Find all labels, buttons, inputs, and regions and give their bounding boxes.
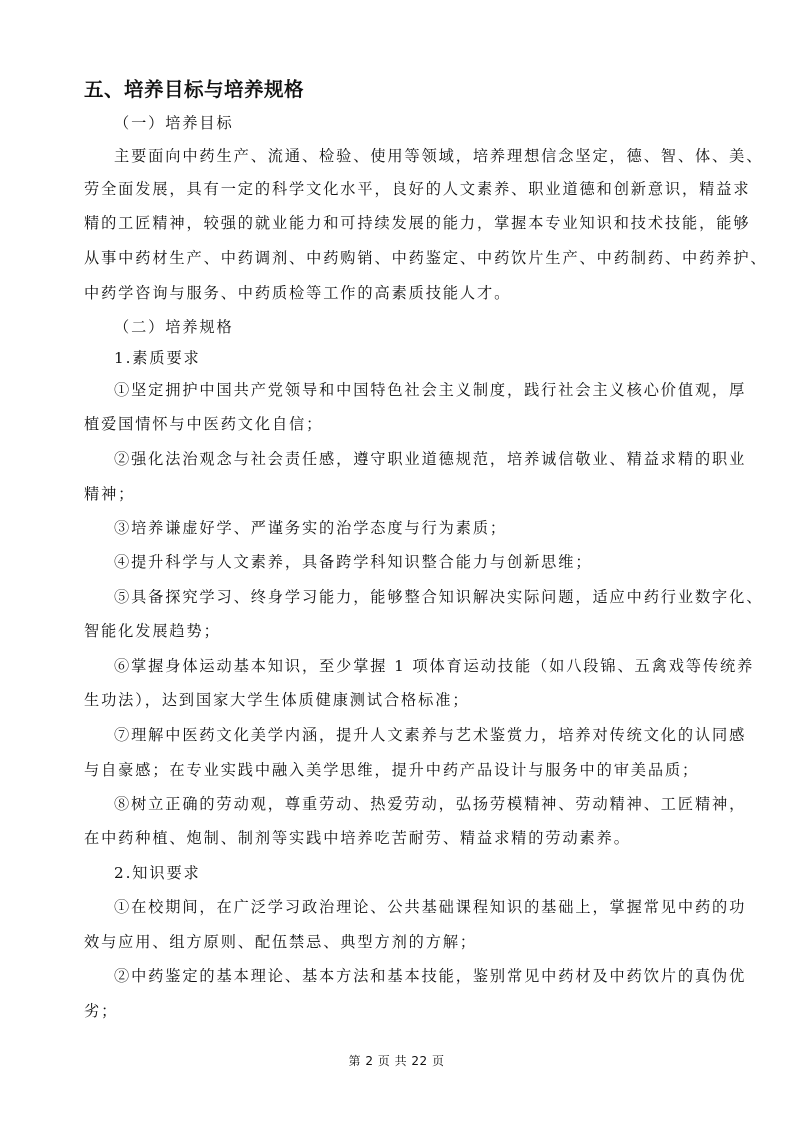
quality-item-line: 精神； bbox=[84, 485, 136, 503]
knowledge-item-line: ①在校期间，在广泛学习政治理论、公共基础课程知识的基础上，掌握常见中药的功 bbox=[114, 898, 747, 916]
quality-item-line: 与自豪感；在专业实践中融入美学思维，提升中药产品设计与服务中的审美品质； bbox=[84, 761, 700, 779]
goal-paragraph-line: 主要面向中药生产、流通、检验、使用等领域，培养理想信念坚定，德、智、体、美、 bbox=[114, 147, 764, 165]
goal-title: （一）培养目标 bbox=[114, 114, 234, 132]
quality-item-line: ⑥掌握身体运动基本知识，至少掌握 1 项体育运动技能（如八段锦、五禽戏等传统养 bbox=[114, 657, 755, 675]
quality-item-line: ②强化法治观念与社会责任感，遵守职业道德规范，培养诚信敬业、精益求精的职业 bbox=[114, 450, 747, 468]
goal-paragraph-line: 精的工匠精神，较强的就业能力和可持续发展的能力，掌握本专业知识和技术技能，能够 bbox=[84, 214, 751, 232]
goal-paragraph-line: 从事中药材生产、中药调剂、中药购销、中药鉴定、中药饮片生产、中药制药、中药养护、 bbox=[84, 249, 768, 267]
quality-item-line: ③培养谦虚好学、严谨务实的治学态度与行为素质； bbox=[114, 519, 508, 537]
quality-title: 1.素质要求 bbox=[114, 349, 201, 367]
spec-title: （二）培养规格 bbox=[114, 318, 234, 336]
quality-item-line: ①坚定拥护中国共产党领导和中国特色社会主义制度，践行社会主义核心价值观，厚 bbox=[114, 381, 747, 399]
section-heading: 五、培养目标与培养规格 bbox=[84, 78, 305, 101]
quality-item-line: ⑦理解中医药文化美学内涵，提升人文素养与艺术鉴赏力，培养对传统文化的认同感 bbox=[114, 726, 747, 744]
knowledge-item-line: 效与应用、组方原则、配伍禁忌、典型方剂的方解； bbox=[84, 933, 478, 951]
quality-item-line: ⑤具备探究学习、终身学习能力，能够整合知识解决实际问题，适应中药行业数字化、 bbox=[114, 588, 764, 606]
quality-item-line: 植爱国情怀与中医药文化自信； bbox=[84, 415, 324, 433]
quality-item-line: 生功法），达到国家大学生体质健康测试合格标准； bbox=[84, 691, 470, 709]
knowledge-title: 2.知识要求 bbox=[114, 864, 201, 882]
quality-item-line: 在中药种植、炮制、制剂等实践中培养吃苦耐劳、精益求精的劳动素养。 bbox=[84, 829, 631, 847]
knowledge-item-line: 劣； bbox=[84, 1002, 119, 1020]
goal-paragraph-line: 劳全面发展，具有一定的科学文化水平，良好的人文素养、职业道德和创新意识，精益求 bbox=[84, 180, 751, 198]
knowledge-item-line: ②中药鉴定的基本理论、基本方法和基本技能，鉴别常见中药材及中药饮片的真伪优 bbox=[114, 967, 747, 985]
quality-item-line: ⑧树立正确的劳动观，尊重劳动、热爱劳动，弘扬劳模精神、劳动精神、工匠精神， bbox=[114, 795, 747, 813]
page-footer: 第 2 页 共 22 页 bbox=[348, 1054, 445, 1068]
quality-item-line: 智能化发展趋势； bbox=[84, 622, 221, 640]
quality-item-line: ④提升科学与人文素养，具备跨学科知识整合能力与创新思维； bbox=[114, 553, 593, 571]
goal-paragraph-line: 中药学咨询与服务、中药质检等工作的高素质技能人才。 bbox=[84, 284, 512, 302]
